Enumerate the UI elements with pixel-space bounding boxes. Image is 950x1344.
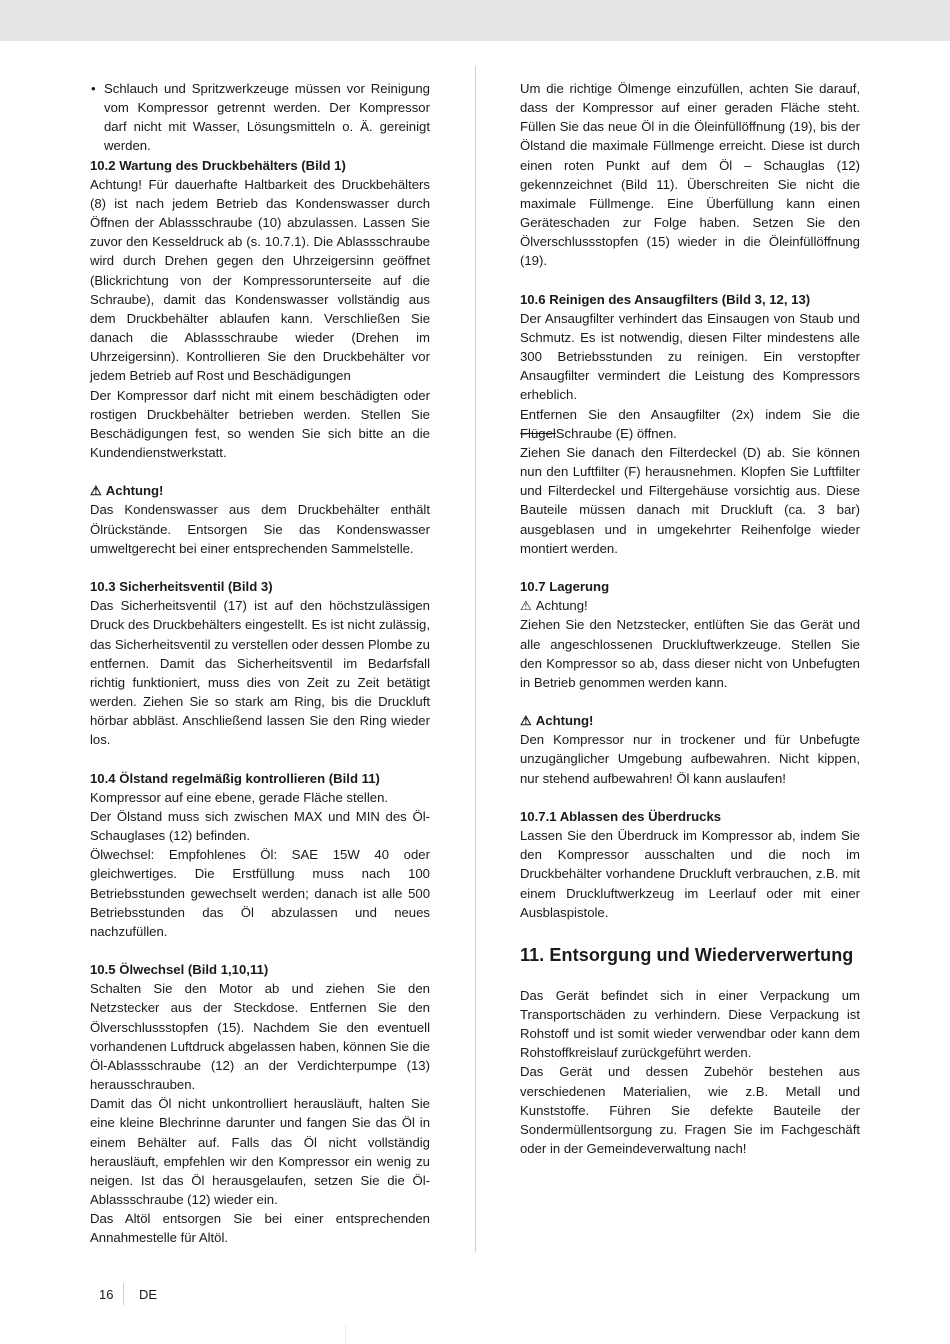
left-column (90, 79, 430, 1247)
heading-10-7: 10.7 Lagerung (520, 579, 610, 595)
paragraph (520, 405, 860, 443)
paragraph: Achtung! Für dauerhafte Haltbarkeit des Druckbehälters (8) ist nach jedem Betrieb das Kondenswasser durch Öffnen der Ablassschraube (10) abzulassen. Lassen Sie zuvor den Kesseldruck ab (s. 10.7.1). Die Ablassschraube wird durch Drehen gegen den Uhrzeigersinn geöffnet (Blickrichtung von der Kompressorunterseite auf die Schraube), damit das Kondenswasser vollständig aus dem Druckbehälter ablaufen kann. Verschließen Sie danach die Ablassschraube wieder (Drehen im Uhrzeigersinn). Kontrollieren Sie den Druckbehälter vor jedem Betrieb auf Rost und Beschädigungen (90, 176, 430, 384)
warning-label: Achtung! (535, 598, 588, 614)
heading-10-2: 10.2 Wartung des Druckbehälters (Bild 1) (90, 157, 346, 173)
warning-heading (520, 711, 860, 730)
right-column (520, 79, 860, 1158)
text-fragment: Entfernen Sie den Ansaugfilter (2x) indem Sie die (520, 406, 860, 422)
paragraph: Ziehen Sie den Netzstecker, entlüften Sie das Gerät und alle angeschlossenen Druckluftwerkzeuge. Stellen Sie den Kompressor so ab, dass dieser nicht von Unbefugten in Betrieb genommen werden kann. (520, 617, 860, 690)
heading-10-6: 10.6 Reinigen des Ansaugfilters (Bild 3, 12, 13) (520, 291, 811, 307)
page-top-band (0, 0, 950, 41)
paragraph: Der Ansaugfilter verhindert das Einsaugen von Staub und Schmutz. Es ist notwendig, diesen Filter mindestens alle 300 Betriebsstunden zu reinigen. Ein verstopfter Ansaugfilter vermindert die Leistung des Kompressors erheblich. (520, 310, 860, 403)
paragraph: Den Kompressor nur in trockener und für Unbefugte unzugänglicher Umgebung aufbewahren. Nicht kippen, nur stehend aufbewahren! Öl kann auslaufen! (520, 732, 860, 786)
warning-label: Achtung! (105, 483, 164, 499)
warning-label: Achtung! (535, 713, 594, 729)
paragraph: Der Kompressor darf nicht mit einem beschädigten oder rostigen Druckbehälter betrieben werden. Stellen Sie Beschädigungen fest, so wenden Sie sich bitte an die Kundendienstwerkstatt. (90, 387, 430, 460)
warning-triangle-icon: ⚠ (520, 598, 532, 614)
column-divider (475, 66, 476, 1252)
language-code: DE (139, 1286, 158, 1302)
paragraph: Das Sicherheitsventil (17) ist auf den höchstzulässigen Druck des Druckbehälters eingestellt. Es ist nicht zulässig, das Sicherheitsventil zu verstellen oder dessen Plombe zu entfernen. Damit das Sicherheitsventil im Bedarfsfall richtig funktioniert, muss dies von Zeit zu Zeit betätigt werden. Ziehen Sie so stark am Ring, bis die Druckluft hörbar abbläst. Anschließend lassen Sie den Ring wieder los. (90, 598, 430, 748)
crop-mark (345, 1324, 346, 1344)
paragraph: Das Gerät und dessen Zubehör bestehen aus verschiedenen Materialien, wie z.B. Metall und Kunststoffe. Führen Sie defekte Bauteile der Sondermüllentsorgung zu. Fragen Sie im Fachgeschäft oder in der Gemeindeverwaltung nach! (520, 1064, 860, 1157)
heading-10-3: 10.3 Sicherheitsventil (Bild 3) (90, 579, 273, 595)
text-fragment: Schraube (E) öffnen. (555, 425, 677, 441)
paragraph: Ziehen Sie danach den Filterdeckel (D) ab. Sie können nun den Luftfilter (F) herausnehmen. Klopfen Sie Luftfilter und Filterdeckel und Filtergehäuse vorsichtig aus. Diese Bauteile müssen danach mit Druckluft (ca. 3 bar) ausgeblasen und in umgekehrter Reihenfolge wieder montiert werden. (520, 444, 860, 556)
paragraph: Das Kondenswasser aus dem Druckbehälter enthält Ölrückstände. Entsorgen Sie das Kondenswasser umweltgerecht bei einer entsprechenden Sammelstelle. (90, 502, 430, 556)
paragraph: Lassen Sie den Überdruck im Kompressor ab, indem Sie den Kompressor ausschalten und die noch im Druckbehälter vorhandene Druckluft verbrauchen, z.B. mit einem Druckluftwerkzeug im Leerlauf oder mit einer Ausblaspistole. (520, 828, 860, 920)
paragraph: Um die richtige Ölmenge einzufüllen, achten Sie darauf, dass der Kompressor auf einer geraden Fläche steht. Füllen Sie das neue Öl in die Öleinfüllöffnung (19), bis der Ölstand die maximale Füllmenge erreicht. Diese ist durch einen roten Punkt auf dem Öl – Schauglas (12) gekennzeichnet (Bild 11). Überschreiten Sie nicht die maximale Füllmenge. Eine Überfüllung kann einen Geräteschaden zur Folge haben. Setzen Sie den Ölverschlussstopfen (15) wieder in die Öleinfüllöffnung (19). (520, 81, 860, 269)
paragraph: Das Altöl entsorgen Sie bei einer entsprechenden Annahmestelle für Altöl. (90, 1211, 430, 1246)
paragraph: Damit das Öl nicht unkontrolliert herausläuft, halten Sie eine kleine Blechrinne darunter und fangen Sie das Öl in einem Behälter auf. Falls das Öl nicht vollständig herausläuft, empfehlen wir den Kompressor ein wenig zu neigen. Ist das Öl herausgelaufen, setzen Sie die Öl-Ablassschraube (12) wieder ein. (90, 1096, 430, 1207)
paragraph: Das Gerät befindet sich in einer Verpackung um Transportschäden zu verhindern. Diese Verpackung ist Rohstoff und ist somit wieder verwendbar oder kann dem Rohstoffkreislauf zurückgeführt werden. (520, 987, 860, 1061)
paragraph: Ölwechsel: Empfohlenes Öl: SAE 15W 40 oder gleichwertiges. Die Erstfüllung muss nach 100 Betriebsstunden gewechselt werden; danach ist alle 500 Betriebsstunden das Öl abzulassen und neues nachzufüllen. (90, 847, 430, 939)
footer-separator (123, 1283, 124, 1305)
warning-triangle-icon: ⚠ (90, 483, 102, 499)
heading-10-5: 10.5 Ölwechsel (Bild 1,10,11) (90, 962, 269, 978)
page-number: 16 (99, 1286, 114, 1302)
warning-line (520, 596, 860, 615)
section-heading-11: 11. Entsorgung und Wiederverwertung (520, 944, 854, 965)
paragraph: Der Ölstand muss sich zwischen MAX und MIN des Öl-Schauglases (12) befinden. (90, 808, 430, 844)
heading-10-7-1: 10.7.1 Ablassen des Überdrucks (520, 808, 722, 824)
warning-heading (90, 481, 430, 500)
bullet-item: • Schlauch und Spritzwerkzeuge müssen vor Reinigung vom Kompressor getrennt werden. Der Kompressor darf nicht mit Wasser, Lösungsmitteln o. Ä. gereinigt werden. (90, 79, 430, 156)
page-footer (99, 1283, 157, 1305)
struck-text: Flügel (520, 425, 556, 441)
heading-10-4: 10.4 Ölstand regelmäßig kontrollieren (Bild 11) (90, 770, 380, 786)
paragraph: Kompressor auf eine ebene, gerade Fläche stellen. (90, 789, 389, 805)
warning-triangle-icon: ⚠ (520, 713, 532, 729)
paragraph: Schalten Sie den Motor ab und ziehen Sie den Netzstecker aus der Steckdose. Entfernen Sie den Ölverschlussstopfen (15). Nachdem Sie den eventuell vorhandenen Luftdruck abgelassen haben, können Sie die Öl-Ablassschraube (12) an der Verdichterpumpe (13) herausschrauben. (90, 981, 430, 1093)
